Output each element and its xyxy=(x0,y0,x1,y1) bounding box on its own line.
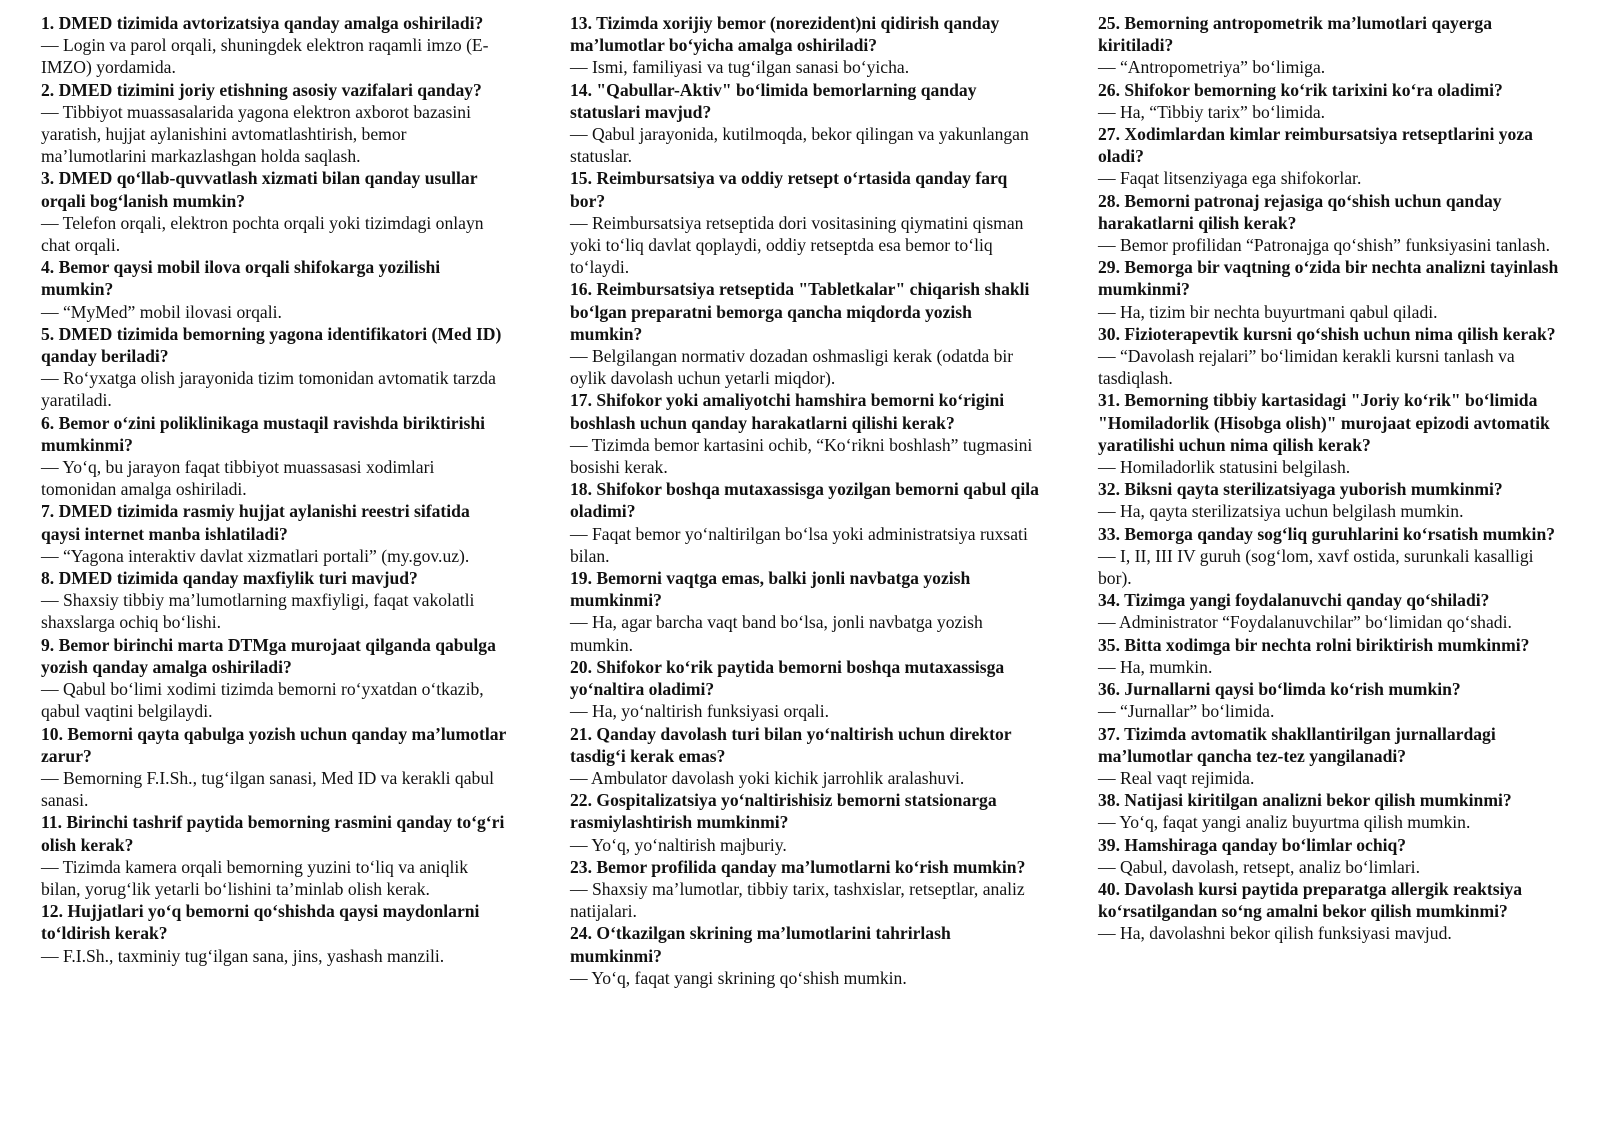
answer-text: — Faqat litsenziyaga ega shifokorlar. xyxy=(1098,168,1362,189)
answer-text: — Faqat bemor yo‘naltirilgan bo‘lsa yoki administratsiya ruxsati bilan. xyxy=(570,523,1028,566)
qa-item xyxy=(41,167,511,256)
question-text: 12. Hujjatlari yo‘q bemorni qo‘shishda qaysi maydonlarni to‘ldirish kerak? xyxy=(41,901,480,944)
question-text: 15. Reimbursatsiya va oddiy retsept o‘rtasida qanday farq bor? xyxy=(570,168,1008,211)
answer-text: — Tizimda kamera orqali bemorning yuzini to‘liq va aniqlik bilan, yorug‘lik yetarli bo‘lishini ta’minlab olish kerak. xyxy=(41,856,469,899)
answer-text: — Shaxsiy tibbiy ma’lumotlarning maxfiyligi, faqat vakolatli shaxslarga ochiq bo‘lishi. xyxy=(41,590,475,633)
question-text: 31. Bemorning tibbiy kartasidagi "Joriy ko‘rik" bo‘limida "Homiladorlik (Hisobga olish)" murojaat epizodi avtomatik yaratilishi uchun nima qilish kerak? xyxy=(1098,390,1550,455)
answer-text: — “Yagona interaktiv davlat xizmatlari portali” (my.gov.uz). xyxy=(41,545,470,566)
qa-item xyxy=(1098,123,1568,190)
qa-item xyxy=(1098,834,1568,878)
qa-item xyxy=(570,789,1040,856)
qa-item xyxy=(1098,589,1568,633)
qa-item xyxy=(1098,190,1568,257)
question-text: 40. Davolash kursi paytida preparatga allergik reaktsiya ko‘rsatilgandan so‘ng amalni bekor qilish mumkinmi? xyxy=(1098,878,1523,922)
column-1 xyxy=(41,12,511,967)
column-2 xyxy=(570,12,1040,989)
answer-text: — Bemor profilidan “Patronajga qo‘shish” funksiyasini tanlash. xyxy=(1098,235,1550,256)
answer-text: — Ha, davolashni bekor qilish funksiyasi mavjud. xyxy=(1098,923,1452,944)
question-text: 30. Fizioterapevtik kursni qo‘shish uchun nima qilish kerak? xyxy=(1098,323,1556,344)
qa-item xyxy=(41,634,511,723)
question-text: 2. DMED tizimini joriy etishning asosiy vazifalari qanday? xyxy=(41,79,482,100)
question-text: 36. Jurnallarni qaysi bo‘limda ko‘rish mumkin? xyxy=(1098,679,1461,700)
question-text: 18. Shifokor boshqa mutaxassisga yozilgan bemorni qabul qila oladimi? xyxy=(570,479,1039,522)
question-text: 38. Natijasi kiritilgan analizni bekor qilish mumkinmi? xyxy=(1098,790,1512,811)
qa-item xyxy=(1098,634,1568,678)
question-text: 8. DMED tizimida qanday maxfiylik turi mavjud? xyxy=(41,568,418,589)
question-text: 10. Bemorni qayta qabulga yozish uchun qanday ma’lumotlar zarur? xyxy=(41,723,507,766)
answer-text: — “Antropometriya” bo‘limiga. xyxy=(1098,57,1326,78)
qa-item xyxy=(1098,478,1568,522)
answer-text: — Ambulator davolash yoki kichik jarrohlik aralashuvi. xyxy=(570,767,965,788)
answer-text: — Ismi, familiyasi va tug‘ilgan sanasi bo‘yicha. xyxy=(570,57,910,78)
qa-item xyxy=(41,900,511,967)
qa-item xyxy=(1098,789,1568,833)
question-text: 16. Reimbursatsiya retseptida "Tabletkalar" chiqarish shakli bo‘lgan preparatni bemorga qancha miqdorda yozish mumkin? xyxy=(570,279,1030,344)
answer-text: — Ha, tizim bir nechta buyurtmani qabul qiladi. xyxy=(1098,301,1438,322)
question-text: 21. Qanday davolash turi bilan yo‘naltirish uchun direktor tasdig‘i kerak emas? xyxy=(570,723,1012,766)
answer-text: — Yo‘q, bu jarayon faqat tibbiyot muassasasi xodimlari tomonidan amalga oshiriladi. xyxy=(41,457,435,500)
answer-text: — F.I.Sh., taxminiy tug‘ilgan sana, jins, yashash manzili. xyxy=(41,945,445,966)
question-text: 34. Tizimga yangi foydalanuvchi qanday qo‘shiladi? xyxy=(1098,590,1490,611)
qa-item xyxy=(41,567,511,634)
qa-item xyxy=(570,723,1040,790)
qa-item xyxy=(41,256,511,323)
answer-text: — Yo‘q, faqat yangi skrining qo‘shish mumkin. xyxy=(570,967,907,988)
answer-text: — Administrator “Foydalanuvchilar” bo‘limidan qo‘shadi. xyxy=(1098,612,1512,633)
question-text: 22. Gospitalizatsiya yo‘naltirishisiz bemorni statsionarga rasmiylashtirish mumkinmi? xyxy=(570,790,997,833)
question-text: 35. Bitta xodimga bir nechta rolni biriktirish mumkinmi? xyxy=(1098,634,1530,655)
qa-item xyxy=(1098,389,1568,478)
qa-item xyxy=(41,811,511,900)
answer-text: — Ha, mumkin. xyxy=(1098,656,1213,677)
question-text: 13. Tizimda xorijiy bemor (norezident)ni qidirish qanday ma’lumotlar bo‘yicha amalga oshiriladi? xyxy=(570,13,1000,56)
question-text: 7. DMED tizimida rasmiy hujjat aylanishi reestri sifatida qaysi internet manba ishlatiladi? xyxy=(41,501,470,544)
question-text: 25. Bemorning antropometrik ma’lumotlari qayerga kiritiladi? xyxy=(1098,13,1493,56)
answer-text: — Ha, qayta sterilizatsiya uchun belgilash mumkin. xyxy=(1098,501,1464,522)
qa-item xyxy=(570,656,1040,723)
question-text: 26. Shifokor bemorning ko‘rik tarixini ko‘ra oladimi? xyxy=(1098,79,1503,100)
answer-text: — Telefon orqali, elektron pochta orqali yoki tizimdagi onlayn chat orqali. xyxy=(41,212,484,256)
question-text: 28. Bemorni patronaj rejasiga qo‘shish uchun qanday harakatlarni qilish kerak? xyxy=(1098,190,1502,233)
qa-item xyxy=(1098,723,1568,790)
question-text: 33. Bemorga qanday sog‘liq guruhlarini ko‘rsatish mumkin? xyxy=(1098,523,1556,544)
question-text: 1. DMED tizimida avtorizatsiya qanday amalga oshiriladi? xyxy=(41,13,484,33)
qa-item xyxy=(41,323,511,412)
qa-item xyxy=(570,856,1040,923)
qa-item xyxy=(41,79,511,168)
answer-text: — Ha, agar barcha vaqt band bo‘lsa, jonli navbatga yozish mumkin. xyxy=(570,612,983,655)
qa-item xyxy=(41,12,511,79)
answer-text: — “Davolash rejalari” bo‘limidan kerakli kursni tanlash va tasdiqlash. xyxy=(1098,346,1515,389)
qa-item xyxy=(41,723,511,812)
question-text: 32. Biksni qayta sterilizatsiyaga yuborish mumkinmi? xyxy=(1098,479,1503,500)
qa-item xyxy=(570,12,1040,79)
question-text: 4. Bemor qaysi mobil ilova orqali shifokarga yozilishi mumkin? xyxy=(41,257,441,300)
qa-item xyxy=(41,500,511,567)
answer-text: — I, II, III IV guruh (sog‘lom, xavf ostida, surunkali kasalligi bor). xyxy=(1098,545,1534,589)
qa-item xyxy=(1098,256,1568,323)
question-text: 23. Bemor profilida qanday ma’lumotlarni ko‘rish mumkin? xyxy=(570,856,1026,877)
answer-text: — Qabul bo‘limi xodimi tizimda bemorni ro‘yxatdan o‘tkazib, qabul vaqtini belgilaydi. xyxy=(41,679,484,722)
question-text: 19. Bemorni vaqtga emas, balki jonli navbatga yozish mumkinmi? xyxy=(570,568,971,611)
qa-item xyxy=(570,389,1040,478)
qa-item xyxy=(41,412,511,501)
question-text: 29. Bemorga bir vaqtning o‘zida bir nechta analizni tayinlash mumkinmi? xyxy=(1098,257,1559,300)
answer-text: — Shaxsiy ma’lumotlar, tibbiy tarix, tashxislar, retseptlar, analiz natijalari. xyxy=(570,878,1025,922)
question-text: 24. O‘tkazilgan skrining ma’lumotlarini tahrirlash mumkinmi? xyxy=(570,923,951,966)
answer-text: — Tizimda bemor kartasini ochib, “Ko‘rikni boshlash” tugmasini bosishi kerak. xyxy=(570,434,1033,478)
column-3 xyxy=(1098,12,1568,945)
answer-text: — Yo‘q, faqat yangi analiz buyurtma qilish mumkin. xyxy=(1098,812,1471,833)
answer-text: — Yo‘q, yo‘naltirish majburiy. xyxy=(570,834,787,855)
question-text: 39. Hamshiraga qanday bo‘limlar ochiq? xyxy=(1098,834,1407,855)
answer-text: — Reimbursatsiya retseptida dori vositasining qiymatini qisman yoki to‘liq davlat qoplaydi, oddiy retseptda esa bemor to‘liq to‘laydi. xyxy=(570,212,1024,278)
qa-item xyxy=(570,478,1040,567)
question-text: 20. Shifokor ko‘rik paytida bemorni boshqa mutaxassisga yo‘naltira oladimi? xyxy=(570,656,1005,700)
answer-text: — Homiladorlik statusini belgilash. xyxy=(1098,457,1351,478)
question-text: 3. DMED qo‘llab-quvvatlash xizmati bilan qanday usullar orqali bog‘lanish mumkin? xyxy=(41,168,478,211)
question-text: 27. Xodimlardan kimlar reimbursatsiya retseptlarini yoza oladi? xyxy=(1098,124,1533,167)
question-text: 37. Tizimda avtomatik shakllantirilgan jurnallardagi ma’lumotlar qancha tez-tez yangilanadi? xyxy=(1098,723,1496,766)
question-text: 5. DMED tizimida bemorning yagona identifikatori (Med ID) qanday beriladi? xyxy=(41,323,502,367)
question-text: 17. Shifokor yoki amaliyotchi hamshira bemorni ko‘rigini boshlash uchun qanday harakatlarni qilishi kerak? xyxy=(570,390,1005,433)
answer-text: — Real vaqt rejimida. xyxy=(1098,767,1255,788)
qa-item xyxy=(570,278,1040,389)
qa-item xyxy=(1098,523,1568,590)
qa-item xyxy=(1098,12,1568,79)
answer-text: — Belgilangan normativ dozadan oshmasligi kerak (odatda bir oylik davolash uchun yetarli miqdor). xyxy=(570,346,1014,389)
answer-text: — “Jurnallar” bo‘limida. xyxy=(1098,701,1275,722)
question-text: 11. Birinchi tashrif paytida bemorning rasmini qanday to‘g‘ri olish kerak? xyxy=(41,812,505,855)
answer-text: — Ha, yo‘naltirish funksiyasi orqali. xyxy=(570,701,829,722)
answer-text: — Qabul jarayonida, kutilmoqda, bekor qilingan va yakunlangan statuslar. xyxy=(570,124,1029,167)
qa-item xyxy=(1098,323,1568,390)
answer-text: — Ha, “Tibbiy tarix” bo‘limida. xyxy=(1098,101,1326,122)
answer-text: — Bemorning F.I.Sh., tug‘ilgan sanasi, Med ID va kerakli qabul sanasi. xyxy=(41,767,495,811)
question-text: 9. Bemor birinchi marta DTMga murojaat qilganda qabulga yozish qanday amalga oshiriladi? xyxy=(41,634,496,677)
answer-text: — “MyMed” mobil ilovasi orqali. xyxy=(41,301,282,322)
qa-item xyxy=(570,167,1040,278)
qa-item xyxy=(570,79,1040,168)
qa-item xyxy=(570,922,1040,989)
question-text: 14. "Qabullar-Aktiv" bo‘limida bemorlarning qanday statuslari mavjud? xyxy=(570,79,977,122)
qa-item xyxy=(1098,878,1568,945)
answer-text: — Qabul, davolash, retsept, analiz bo‘limlari. xyxy=(1098,856,1420,877)
answer-text: — Ro‘yxatga olish jarayonida tizim tomonidan avtomatik tarzda yaratiladi. xyxy=(41,368,496,411)
question-text: 6. Bemor o‘zini poliklinikaga mustaqil ravishda biriktirishi mumkinmi? xyxy=(41,412,485,455)
qa-item xyxy=(1098,79,1568,123)
qa-item xyxy=(570,567,1040,656)
qa-item xyxy=(1098,678,1568,722)
answer-text: — Tibbiyot muassasalarida yagona elektron axborot bazasini yaratish, hujjat aylanishini avtomatlashtirish, bemor ma’lumotlarini markazlashgan holda saqlash. xyxy=(41,101,471,167)
answer-text: — Login va parol orqali, shuningdek elektron raqamli imzo (E-IMZO) yordamida. xyxy=(41,35,489,78)
